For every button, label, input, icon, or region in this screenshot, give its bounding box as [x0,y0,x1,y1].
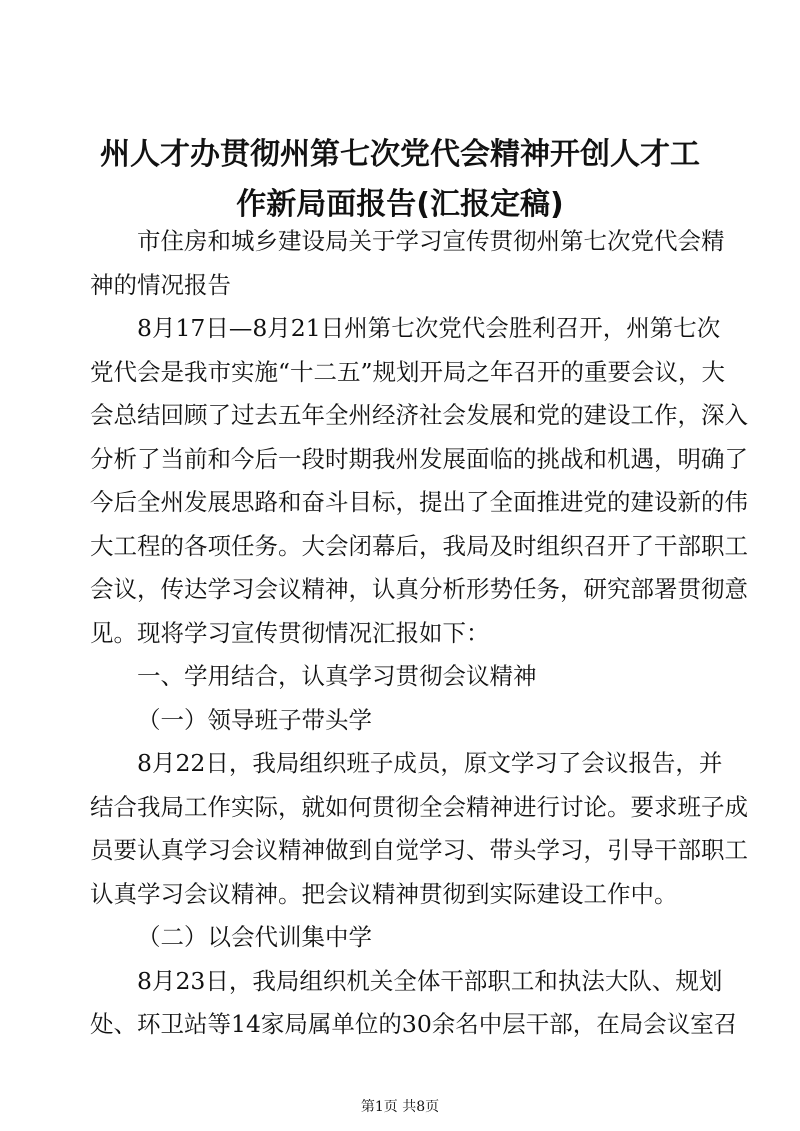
text-line: 会议，传达学习会议精神，认真分析形势任务，研究部署贯彻意 [90,575,748,603]
text-line: 今后全州发展思路和奋斗目标，提出了全面推进党的建设新的伟 [90,488,748,516]
page-footer: 第1页 共8页 [360,1099,440,1115]
text-line: 8月22日，我局组织班子成员，原文学习了会议报告，并 [137,749,723,777]
text-line: 结合我局工作实际，就如何贯彻全会精神进行讨论。要求班子成 [90,792,748,821]
text-line: （一）领导班子带头学 [137,705,372,734]
text-line: 员要认真学习会议精神做到自觉学习、带头学习，引导干部职工 [90,836,748,864]
text-line: 会总结回顾了过去五年全州经济社会发展和党的建设工作，深入 [90,401,748,429]
title-line: 作新局面报告(汇报定稿) [236,187,564,222]
text-line: 认真学习会议精神。把会议精神贯彻到实际建设工作中。 [90,879,678,908]
text-line: 分析了当前和今后一段时期我州发展面临的挑战和机遇，明确了 [90,444,748,473]
text-line: 党代会是我市实施“十二五”规划开局之年召开的重要会议，大 [90,357,726,386]
text-line: 8月23日，我局组织机关全体干部职工和执法大队、规划 [137,966,723,995]
document-body [90,220,748,1047]
title-line: 州人才办贯彻州第七次党代会精神开创人才工 [100,137,700,172]
text-line: 见。现将学习宣传贯彻情况汇报如下： [90,618,490,647]
text-line: 神的情况报告 [90,270,231,299]
text-line: 一、学用结合，认真学习贯彻会议精神 [137,662,537,690]
text-line: 大工程的各项任务。大会闭幕后，我局及时组织召开了干部职工 [90,531,748,560]
text-line: 市住房和城乡建设局关于学习宣传贯彻州第七次党代会精 [137,227,725,255]
text-line: 处、环卫站等14家局属单位的30余名中层干部，在局会议室召 [90,1010,738,1038]
text-line: （二）以会代训集中学 [137,923,372,951]
document-title [80,130,720,230]
text-line: 8月17日—8月21日州第七次党代会胜利召开，州第七次 [137,314,721,342]
